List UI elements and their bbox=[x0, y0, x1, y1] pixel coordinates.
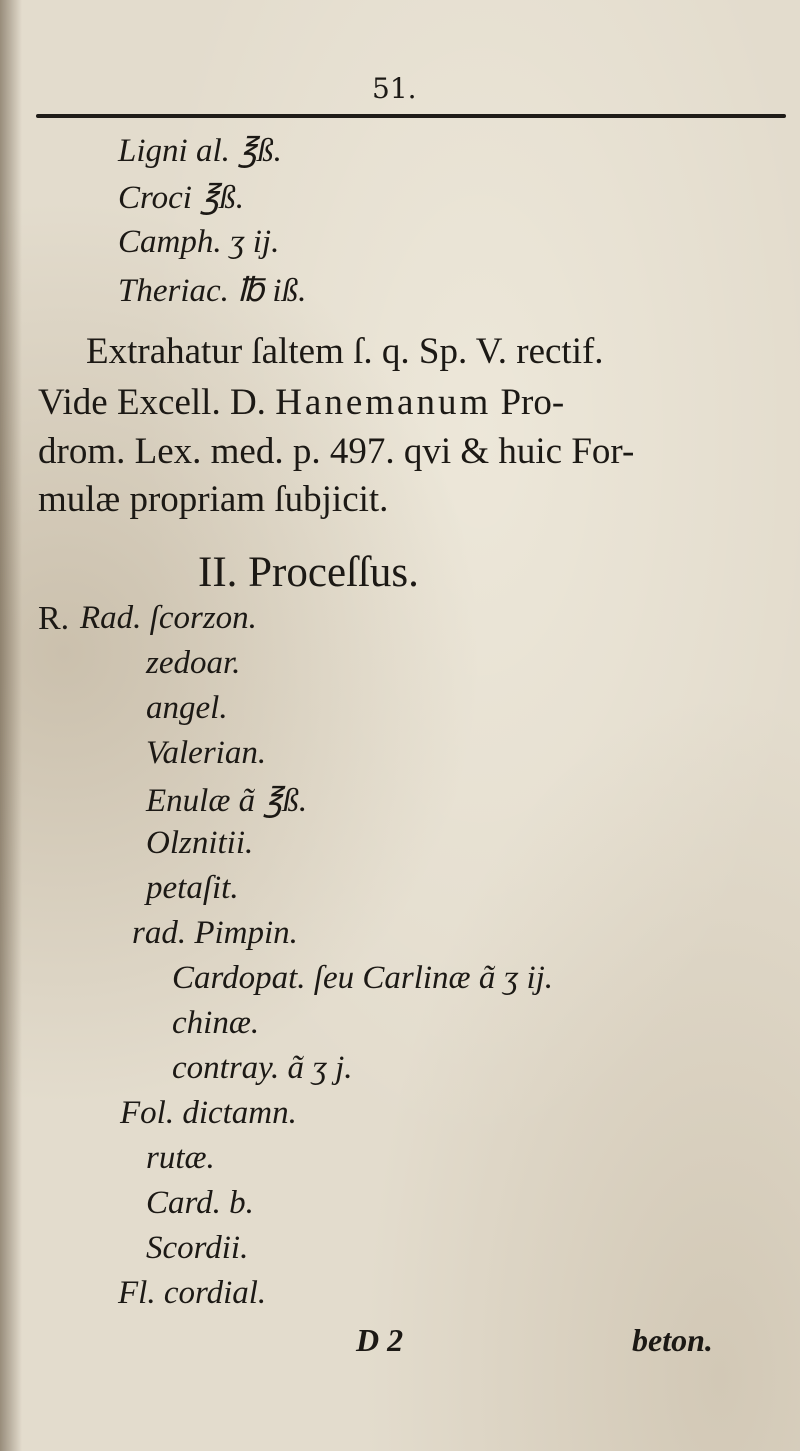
ingredient-item: Fol. dictamn. bbox=[120, 1095, 297, 1131]
ingredient-item: petaſit. bbox=[146, 870, 239, 906]
catchword: beton. bbox=[632, 1322, 713, 1358]
paragraph-line: mulæ propriam ſubjicit. bbox=[38, 479, 389, 520]
signature-mark: D 2 bbox=[356, 1322, 404, 1358]
ingredient-item: Olznitii. bbox=[146, 825, 254, 861]
paragraph-line bbox=[38, 381, 564, 424]
page-number: 51. bbox=[372, 72, 417, 105]
ingredient-item: Scordii. bbox=[146, 1230, 249, 1266]
ingredient-item: Fl. cordial. bbox=[118, 1275, 267, 1311]
ingredient-item: Card. b. bbox=[146, 1185, 254, 1221]
author-name: Hanemanum bbox=[275, 382, 492, 423]
ingredient-item: Enulæ ã ℥ß. bbox=[146, 783, 308, 819]
ingredient-item: chinæ. bbox=[172, 1005, 260, 1041]
ingredient-item: rad. Pimpin. bbox=[132, 915, 298, 951]
page-edge-shadow bbox=[0, 0, 22, 1451]
paragraph-text: Pro- bbox=[500, 382, 565, 423]
recipe-symbol: R. bbox=[38, 600, 70, 637]
paragraph-line: Extrahatur ſaltem ſ. q. Sp. V. rectif. bbox=[86, 331, 604, 372]
ingredient-item: Cardopat. ſeu Carlinæ ã ʒ ij. bbox=[172, 960, 554, 996]
ingredient-item: Valerian. bbox=[146, 735, 267, 771]
ingredient-item: angel. bbox=[146, 690, 228, 726]
recipe-line: Camph. ʒ ij. bbox=[118, 224, 280, 260]
header-rule bbox=[36, 114, 786, 118]
paragraph-line: drom. Lex. med. p. 497. qvi & huic For- bbox=[38, 431, 635, 472]
ingredient-item: contray. ã ʒ j. bbox=[172, 1050, 353, 1086]
recipe-line: Theriac. ℔ iß. bbox=[118, 273, 307, 309]
section-heading: II. Proceſſus. bbox=[198, 549, 419, 596]
ingredient-item: Rad. ſcorzon. bbox=[80, 600, 257, 636]
recipe-line: Ligni al. ℥ß. bbox=[118, 133, 282, 169]
paragraph-text: Vide Excell. D. bbox=[38, 382, 266, 423]
ingredient-item: rutæ. bbox=[146, 1140, 215, 1176]
recipe-line: Croci ℥ß. bbox=[118, 180, 245, 216]
ingredient-item: zedoar. bbox=[146, 645, 241, 681]
